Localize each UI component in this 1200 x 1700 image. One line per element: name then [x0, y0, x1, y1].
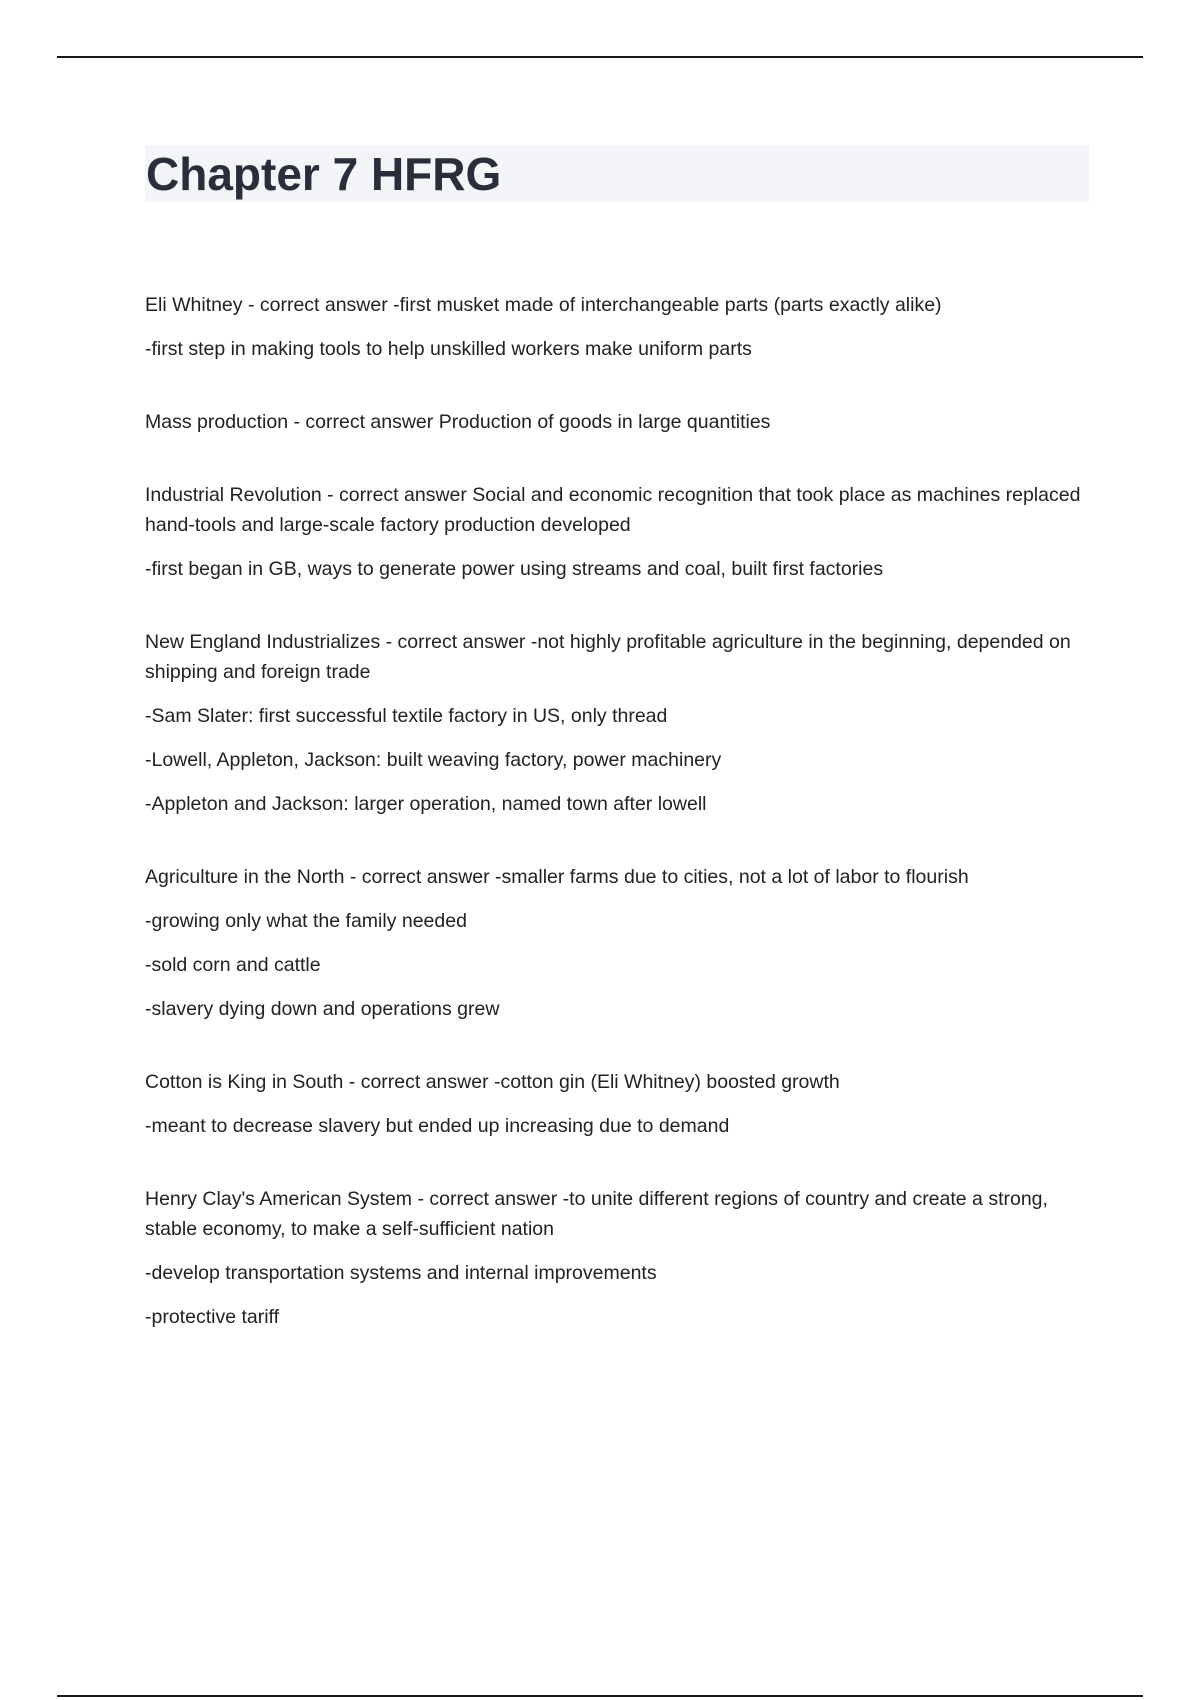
entry-american-system [145, 1184, 1089, 1332]
entry-line: -Appleton and Jackson: larger operation, named town after lowell [145, 793, 707, 815]
entry-line: New England Industrializes - correct answer -not highly profitable agriculture in the beginning, depended on shipping and foreign trade [145, 631, 1071, 683]
entry-line: -slavery dying down and operations grew [145, 998, 500, 1020]
entry-cotton-is-king [145, 1067, 1089, 1141]
entry-line: Cotton is King in South - correct answer -cotton gin (Eli Whitney) boosted growth [145, 1071, 840, 1093]
entry-line: -first began in GB, ways to generate power using streams and coal, built first factories [145, 558, 884, 580]
entry-mass-production [145, 407, 1089, 437]
entry-line: Industrial Revolution - correct answer Social and economic recognition that took place as machines replaced hand-tools and large-scale factory production developed [145, 484, 1081, 536]
entry-line: Henry Clay's American System - correct answer -to unite different regions of country and create a strong, stable economy, to make a self-sufficient nation [145, 1188, 1048, 1240]
entry-line: -develop transportation systems and internal improvements [145, 1262, 657, 1284]
bottom-divider [57, 1695, 1143, 1697]
entry-line: -meant to decrease slavery but ended up increasing due to demand [145, 1115, 730, 1137]
entry-line: Agriculture in the North - correct answer -smaller farms due to cities, not a lot of labor to flourish [145, 866, 969, 888]
entry-line: -first step in making tools to help unskilled workers make uniform parts [145, 338, 752, 360]
top-divider [57, 56, 1143, 58]
entry-line: -sold corn and cattle [145, 954, 321, 976]
entry-eli-whitney [145, 290, 1089, 364]
entry-industrial-revolution [145, 480, 1089, 584]
entry-line: Eli Whitney - correct answer -first musket made of interchangeable parts (parts exactly alike) [145, 294, 942, 316]
entry-agriculture-north [145, 862, 1089, 1024]
entry-list [145, 290, 1089, 1332]
document-body [145, 145, 1089, 1375]
entry-line: -Lowell, Appleton, Jackson: built weaving factory, power machinery [145, 749, 722, 771]
entry-line: -Sam Slater: first successful textile factory in US, only thread [145, 705, 668, 727]
title-band [145, 145, 1089, 202]
entry-line: Mass production - correct answer Production of goods in large quantities [145, 411, 771, 433]
entry-line: -growing only what the family needed [145, 910, 467, 932]
entry-new-england-industrializes [145, 627, 1089, 819]
entry-line: -protective tariff [145, 1306, 280, 1328]
page-title: Chapter 7 HFRG [146, 147, 502, 200]
